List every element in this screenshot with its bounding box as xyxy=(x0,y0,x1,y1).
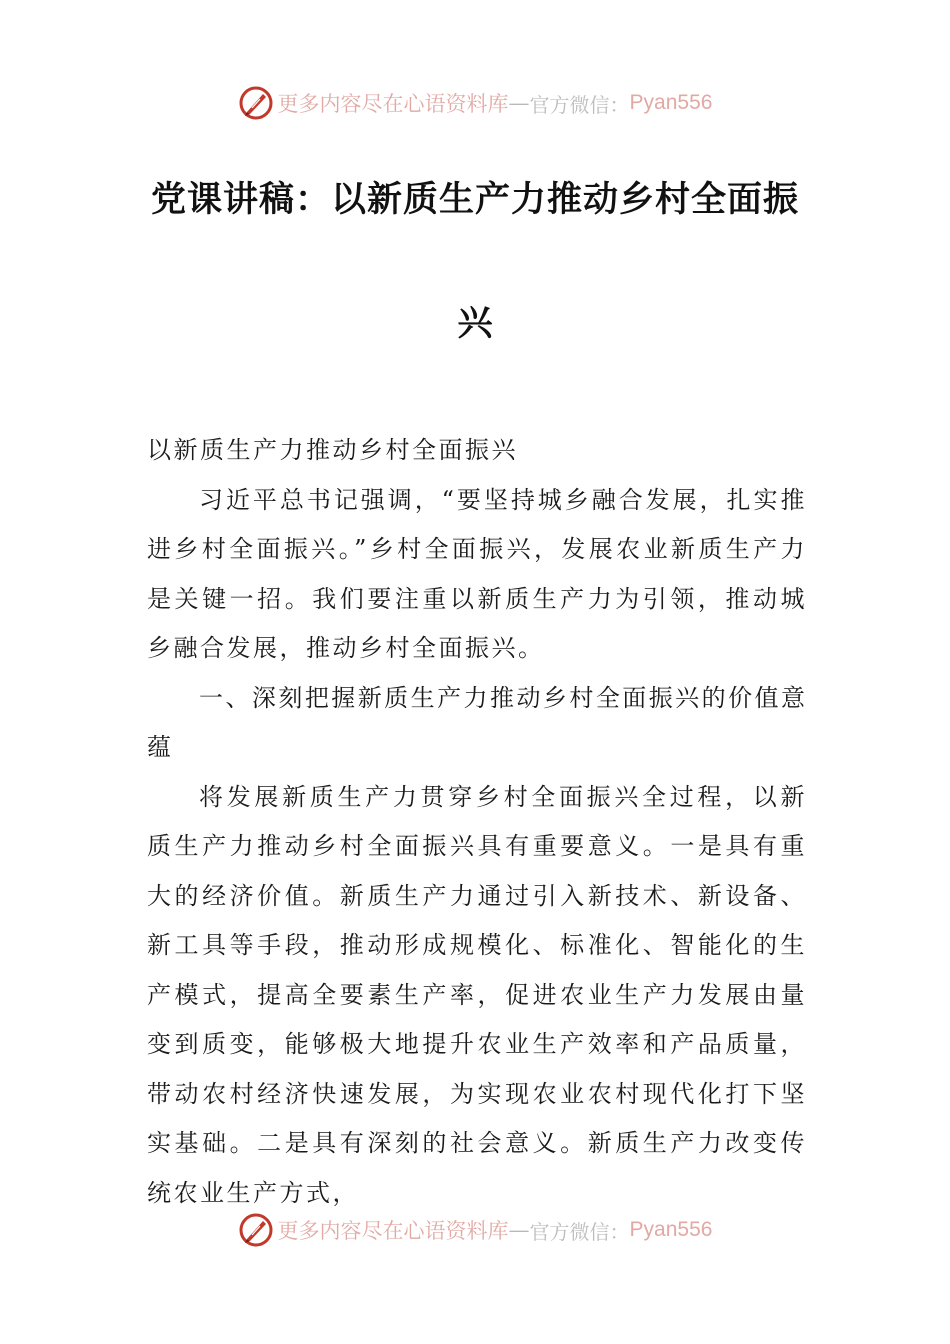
watermark-official-label: 官方微信： xyxy=(529,1219,630,1244)
watermark-text: 更多内容尽在心语资料库 xyxy=(277,92,509,116)
watermark-official-label: 官方微信： xyxy=(529,92,630,117)
watermark-account-id: Pyan556 xyxy=(629,1218,713,1241)
document-title-line-2: 兴 xyxy=(457,304,493,344)
section-heading: 一、深刻把握新质生产力推动乡村全面振兴的价值意蕴 xyxy=(147,683,807,761)
footer-watermark xyxy=(0,1210,950,1250)
watermark-text: 更多内容尽在心语资料库 xyxy=(277,1219,509,1243)
quill-pen-logo-icon xyxy=(238,1212,274,1248)
document-title-line-1: 党课讲稿：以新质生产力推动乡村全面振 xyxy=(150,180,799,220)
body-paragraph: 将发展新质生产力贯穿乡村全面振兴全过程，以新质生产力推动乡村全面振兴具有重要意义。一是具有重大的经济价值。新质生产力通过引入新技术、新设备、新工具等手段，推动形成规模化、标准化、智能化的生产模式，提高全要素生产率，促进农业生产力发展由量变到质变，能够极大地提升农业生产效率和产品质量，带动农村经济快速发展，为实现农业农村现代化打下坚实基础。二是具有深刻的社会意义。新质生产力改变传统农业生产方式， xyxy=(147,782,807,1207)
watermark-separator: — xyxy=(508,1218,530,1242)
intro-paragraph: 习近平总书记强调，“要坚持城乡融合发展，扎实推进乡村全面振兴。”乡村全面振兴，发展农业新质生产力是关键一招。我们要注重以新质生产力为引领，推动城乡融合发展，推动乡村全面振兴。 xyxy=(147,485,807,662)
watermark-account-id: Pyan556 xyxy=(629,91,713,114)
watermark-separator: — xyxy=(508,91,530,115)
subtitle-paragraph: 以新质生产力推动乡村全面振兴 xyxy=(147,436,518,464)
document-body xyxy=(147,426,807,1218)
header-watermark xyxy=(0,83,950,123)
quill-pen-logo-icon xyxy=(238,85,274,121)
